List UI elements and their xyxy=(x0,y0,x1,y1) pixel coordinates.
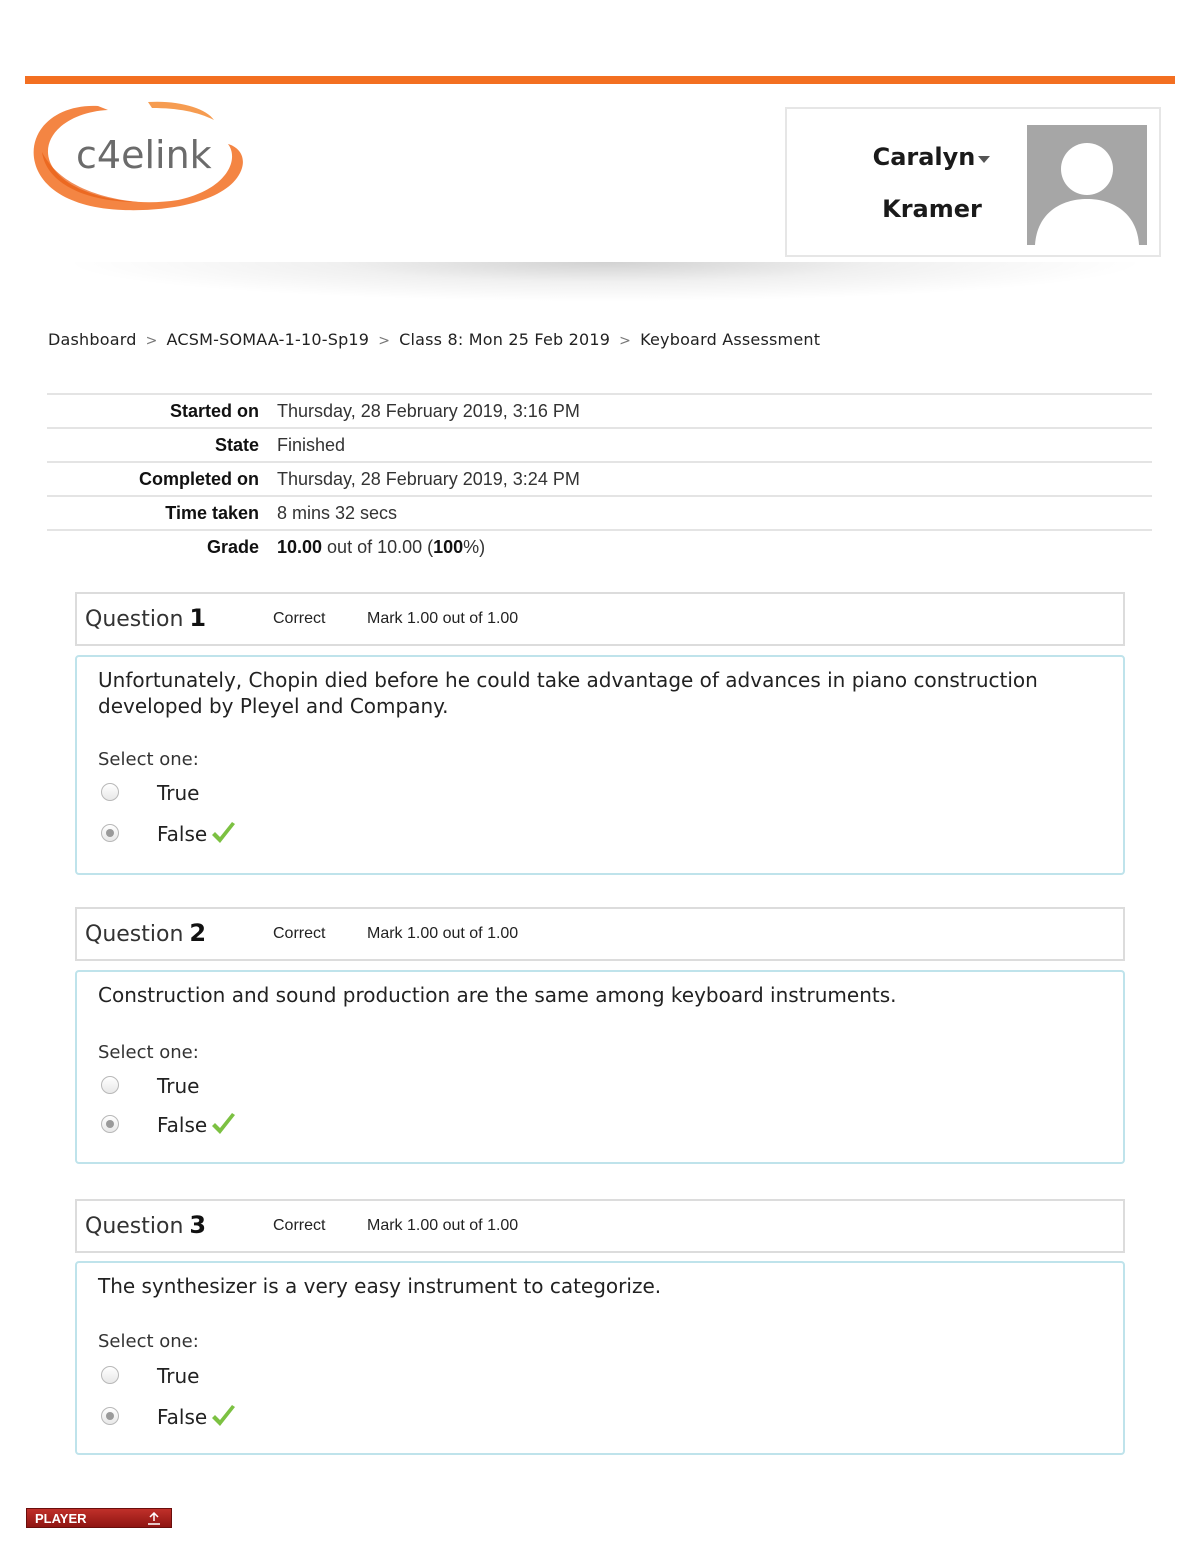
time-taken-label: Time taken xyxy=(47,496,277,530)
question-number: 3 xyxy=(189,1211,207,1239)
radio-button-selected[interactable] xyxy=(101,1115,119,1133)
summary-row-state xyxy=(47,428,1152,462)
checkmark-icon xyxy=(209,1111,237,1139)
question-number: 1 xyxy=(189,604,207,632)
user-placeholder-icon xyxy=(1027,125,1147,245)
select-one-prompt: Select one: xyxy=(98,1042,199,1063)
radio-button[interactable] xyxy=(101,783,119,801)
question-1-body xyxy=(75,655,1125,875)
question-text: Unfortunately, Chopin died before he could take advantage of advances in piano construction developed by Pleyel and Company. xyxy=(98,668,1038,718)
chevron-right-icon: > xyxy=(378,333,391,349)
radio-button[interactable] xyxy=(101,1076,119,1094)
option-label: True xyxy=(157,1074,200,1098)
player-label: PLAYER xyxy=(35,1511,87,1526)
started-on-label: Started on xyxy=(47,394,277,428)
question-text: The synthesizer is a very easy instrument to categorize. xyxy=(98,1274,662,1298)
radio-button-selected[interactable] xyxy=(101,1407,119,1425)
question-label: Question xyxy=(85,922,184,947)
state-value: Finished xyxy=(277,428,1152,462)
option-label: False xyxy=(157,1405,208,1429)
pin-icon xyxy=(147,1512,161,1525)
question-state: Correct xyxy=(273,610,326,627)
option-label: True xyxy=(157,1364,200,1388)
question-title xyxy=(85,919,206,947)
select-one-prompt: Select one: xyxy=(98,1331,199,1352)
radio-button-selected[interactable] xyxy=(101,824,119,842)
breadcrumb-class[interactable]: Class 8: Mon 25 Feb 2019 xyxy=(399,330,611,349)
question-2-body xyxy=(75,970,1125,1164)
player-button[interactable] xyxy=(26,1508,172,1528)
completed-on-label: Completed on xyxy=(47,462,277,496)
question-state: Correct xyxy=(273,925,326,942)
chevron-right-icon: > xyxy=(145,333,158,349)
grade-score: 10.00 xyxy=(277,536,323,557)
select-one-prompt: Select one: xyxy=(98,749,199,770)
grade-out-of: out of 10.00 ( xyxy=(322,536,434,557)
user-first-name: Caralyn xyxy=(872,143,976,171)
question-1-header xyxy=(75,592,1125,646)
question-2-header xyxy=(75,907,1125,961)
c4elink-logo xyxy=(28,98,253,216)
header-shadow xyxy=(60,262,1150,302)
breadcrumb-dashboard[interactable]: Dashboard xyxy=(48,330,137,349)
summary-row-time xyxy=(47,496,1152,530)
user-name[interactable] xyxy=(867,131,997,235)
breadcrumb xyxy=(48,330,820,349)
site-logo[interactable] xyxy=(28,98,253,216)
question-label: Question xyxy=(85,607,184,632)
question-mark: Mark 1.00 out of 1.00 xyxy=(367,925,519,942)
breadcrumb-assessment[interactable]: Keyboard Assessment xyxy=(640,330,821,349)
chevron-right-icon: > xyxy=(619,333,632,349)
started-on-value: Thursday, 28 February 2019, 3:16 PM xyxy=(277,394,1152,428)
breadcrumb-course[interactable]: ACSM-SOMAA-1-10-Sp19 xyxy=(166,330,370,349)
summary-row-completed xyxy=(47,462,1152,496)
user-menu[interactable] xyxy=(785,107,1161,257)
question-3-body xyxy=(75,1261,1125,1455)
grade-percent: 100 xyxy=(433,536,464,557)
avatar[interactable] xyxy=(1027,125,1147,245)
grade-label: Grade xyxy=(47,530,277,563)
summary-row-started xyxy=(47,394,1152,428)
checkmark-icon xyxy=(209,820,237,848)
attempt-summary-table xyxy=(47,393,1152,563)
question-label: Question xyxy=(85,1214,184,1239)
option-label: False xyxy=(157,822,208,846)
summary-row-grade xyxy=(47,530,1152,563)
radio-button[interactable] xyxy=(101,1366,119,1384)
option-label: False xyxy=(157,1113,208,1137)
state-label: State xyxy=(47,428,277,462)
question-text: Construction and sound production are the same among keyboard instruments. xyxy=(98,983,897,1007)
chevron-down-icon xyxy=(977,130,991,182)
question-number: 2 xyxy=(189,919,207,947)
user-last-name: Kramer xyxy=(882,195,982,223)
top-accent-bar xyxy=(25,76,1175,84)
option-label: True xyxy=(157,781,200,805)
completed-on-value: Thursday, 28 February 2019, 3:24 PM xyxy=(277,462,1152,496)
grade-value xyxy=(277,530,1152,563)
question-3-header xyxy=(75,1199,1125,1253)
question-mark: Mark 1.00 out of 1.00 xyxy=(367,1217,519,1234)
question-title xyxy=(85,604,206,632)
question-mark: Mark 1.00 out of 1.00 xyxy=(367,610,519,627)
time-taken-value: 8 mins 32 secs xyxy=(277,496,1152,530)
svg-text:c4elink: c4elink xyxy=(76,133,212,177)
grade-suffix: %) xyxy=(463,536,486,557)
question-title xyxy=(85,1211,206,1239)
question-state: Correct xyxy=(273,1217,326,1234)
checkmark-icon xyxy=(209,1403,237,1431)
